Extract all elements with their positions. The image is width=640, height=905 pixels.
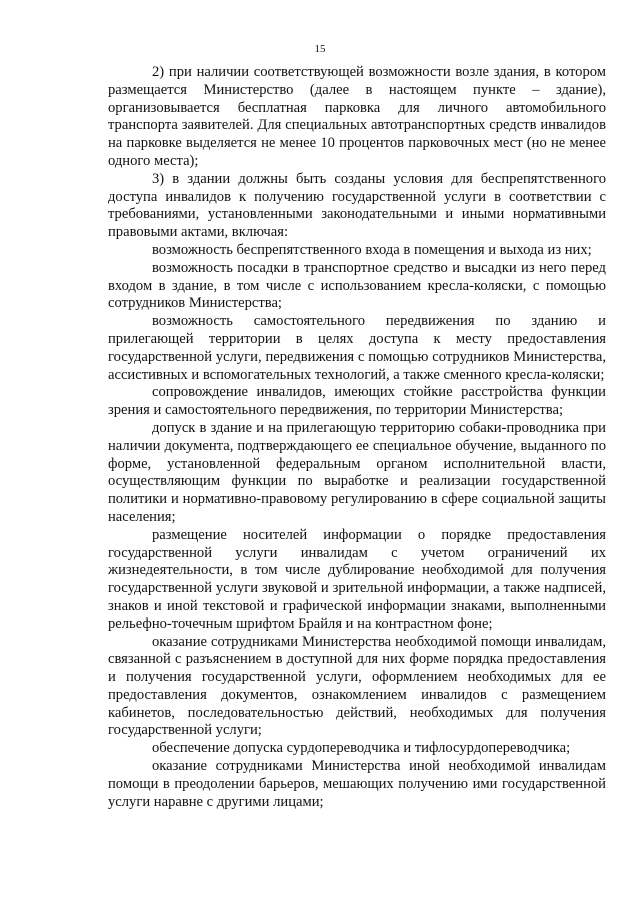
paragraph-vehicle-boarding: возможность посадки в транспортное средство и высадки из него перед входом в здание, в том числе с использованием кресла-коляски, с помощью сотрудников Министерства; [108, 259, 606, 312]
paragraph-independent-movement: возможность самостоятельного передвижения по зданию и прилегающей территории в целях доступа к месту предоставления государственной услуги, передвижения с помощью сотрудников Министерства, ассистивных и вспомогательных технологий, а также сменного кресла-коляски; [108, 313, 606, 383]
paragraph-guide-dog: допуск в здание и на прилегающую территорию собаки-проводника при наличии документа, подтверждающего ее специальное обучение, выданного по форме, установленной федеральным органом исполнительной власти, осуществляющим функции по выработке и реализации государственной политики и нормативно-правовому регулированию в сфере социальной защиты населения; [108, 419, 606, 525]
paragraph-accessibility-conditions: 3) в здании должны быть созданы условия для беспрепятственного доступа инвалидов к получению государственной услуги в соответствии с требованиями, установленными законодательными и иными нормативными правовыми актами, включая: [108, 170, 606, 241]
paragraph-parking: 2) при наличии соответствующей возможности возле здания, в котором размещается Министерство (далее в настоящем пункте – здание), организовывается бесплатная парковка для личного автомобильного транспорта заявителей. Для специальных автотранспортных средств инвалидов на парковке выделяется не менее 10 процентов парковочных мест (но не менее одного места); [108, 64, 606, 169]
paragraph-information-media: размещение носителей информации о порядке предоставления государственной услуги инвалидам с учетом ограничений их жизнедеятельности, в том числе дублирование необходимой для получения государственной услуги звуковой и зрительной информации, а также надписей, знаков и иной текстовой и графической информации знаками, выполненными рельефно-точечным шрифтом Брайля и на контрастном фоне; [108, 526, 606, 632]
paragraph-interpreter-access: обеспечение допуска сурдопереводчика и тифлосурдопереводчика; [152, 740, 571, 757]
paragraph-escort: сопровождение инвалидов, имеющих стойкие расстройства функции зрения и самостоятельного передвижения, по территории Министерства; [108, 384, 606, 419]
paragraph-other-assistance: оказание сотрудниками Министерства иной необходимой инвалидам помощи в преодолении барьеров, мешающих получению ими государственной услуги наравне с другими лицами; [108, 758, 606, 810]
paragraph-entrance-access: возможность беспрепятственного входа в помещения и выхода из них; [152, 241, 592, 258]
paragraph-staff-assistance: оказание сотрудниками Министерства необходимой помощи инвалидам, связанной с разъяснением в доступной для них форме порядка предоставления и получения государственной услуги, оформлением необходимых для ее предоставления документов, ознакомлением инвалидов с размещением кабинетов, последовательностью действий, необходимых для получения государственной услуги; [108, 633, 606, 739]
page-number: 15 [314, 43, 326, 55]
body-text [108, 64, 606, 811]
